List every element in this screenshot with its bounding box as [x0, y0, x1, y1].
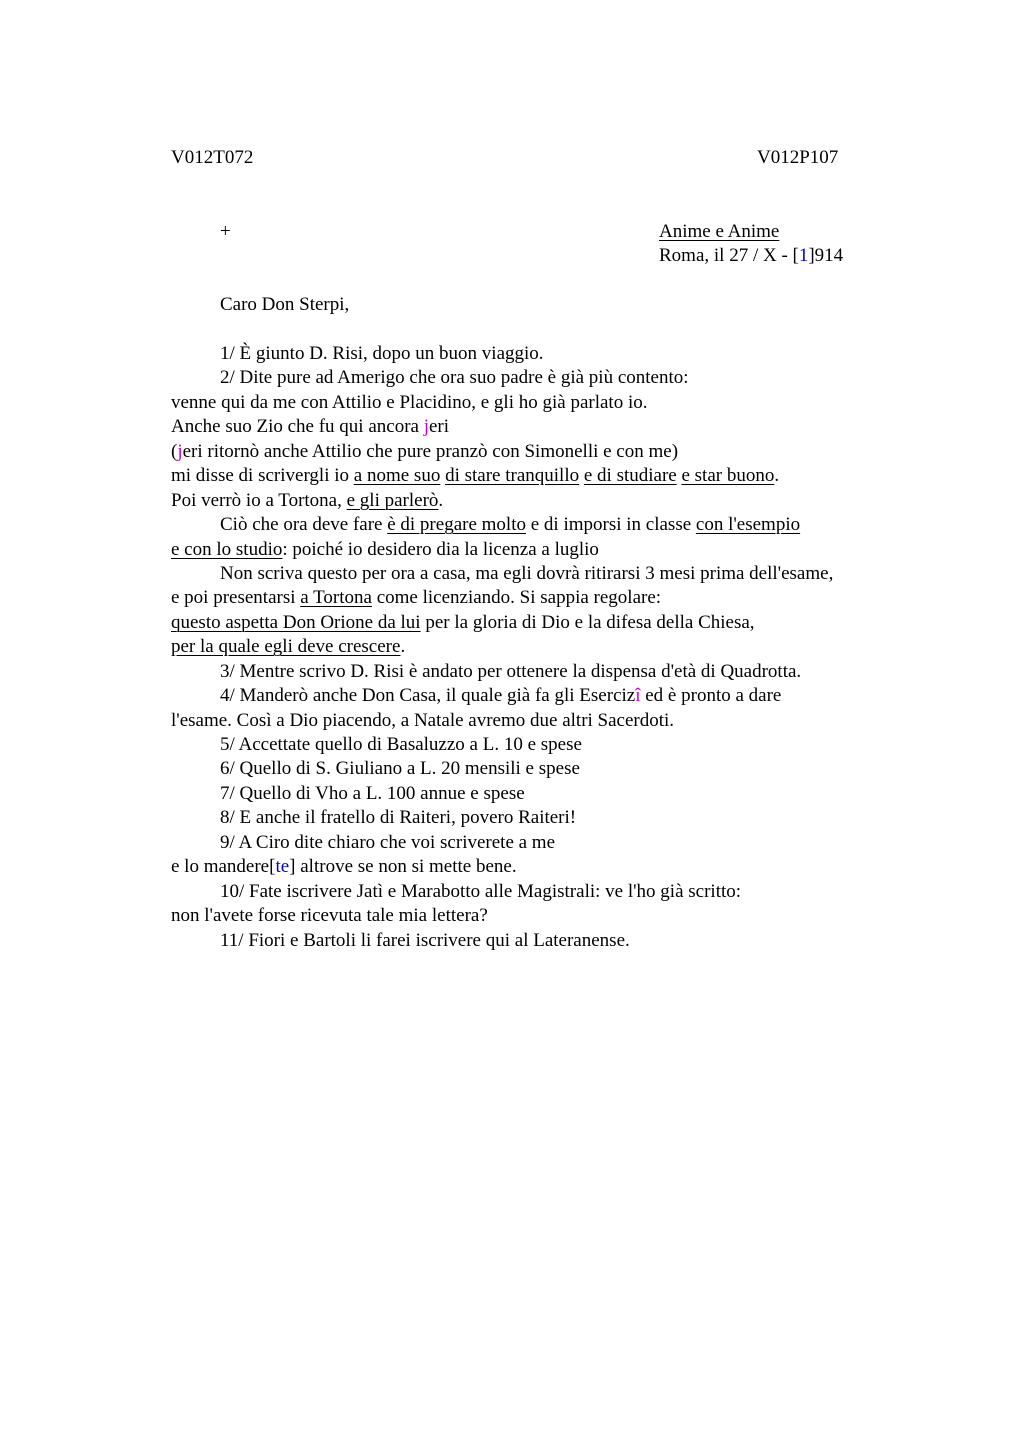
underlined-text: questo aspetta Don Orione da lui: [171, 611, 421, 633]
line-text: 9/ A Ciro dite chiaro che voi scriverete a me: [220, 831, 556, 853]
line-text: non l'avete forse ricevuta tale mia lettera?: [171, 905, 488, 927]
line-text: Anche suo Zio che fu qui ancora: [171, 416, 424, 438]
body-line: [171, 782, 931, 806]
line-text: ] altrove se non si mette bene.: [289, 856, 517, 878]
body-line: [171, 586, 931, 610]
line-text: come licenziando. Si sappia regolare:: [371, 587, 662, 609]
line-text: Poi verrò io a Tortona,: [171, 489, 347, 511]
line-text: 10/ Fate iscrivere Jatì e Marabotto alle Magistrali: ve l'ho già scritto:: [220, 880, 742, 902]
body-line: [171, 660, 931, 684]
body-line: [171, 855, 931, 879]
line-text: .: [400, 636, 406, 658]
line-text: 8/ E anche il fratello di Raiteri, povero Raiteri!: [220, 807, 577, 829]
underlined-text: e star buono: [681, 465, 775, 487]
editorial-mark: te: [275, 856, 290, 878]
line-text: 3/ Mentre scrivo D. Risi è andato per ottenere la dispensa d'età di Quadrotta.: [220, 660, 802, 682]
body-line: [171, 538, 931, 562]
line-text: e di imporsi in classe: [525, 514, 696, 536]
line-text: 2/ Dite pure ad Amerigo che ora suo padre è già più contento:: [220, 367, 689, 389]
body-line: [171, 464, 931, 488]
line-text: l'esame. Così a Dio piacendo, a Natale avremo due altri Sacerdoti.: [171, 709, 675, 731]
editorial-mark: j: [177, 440, 183, 462]
letter-date: [659, 244, 843, 268]
line-text: (: [171, 440, 178, 462]
line-text: mi disse di scrivergli io: [171, 465, 354, 487]
underlined-text: a nome suo: [353, 465, 441, 487]
line-text: .: [438, 489, 444, 511]
line-text: .: [774, 465, 780, 487]
body-line: [171, 489, 931, 513]
line-text: ed è pronto a dare: [640, 685, 782, 707]
letterhead-motto: Anime e Anime: [659, 221, 780, 242]
line-text: venne qui da me con Attilio e Placidino, e gli ho già parlato io.: [171, 391, 648, 413]
salutation: Caro Don Sterpi,: [220, 294, 350, 315]
underlined-text: per la quale egli deve crescere: [171, 636, 401, 658]
editorial-mark: j: [423, 416, 429, 438]
body-line: [171, 342, 931, 366]
underlined-text: e con lo studio: [171, 538, 283, 560]
line-text: 5/ Accettate quello di Basaluzzo a L. 10 e spese: [220, 734, 582, 755]
body-line: [171, 880, 931, 904]
editorial-mark: î: [635, 685, 641, 707]
date-suffix: ]914: [808, 245, 844, 266]
body-line: [171, 733, 931, 757]
line-text: per la gloria di Dio e la difesa della Chiesa,: [420, 611, 755, 633]
body-line: [171, 831, 931, 855]
body-line: [171, 904, 931, 928]
body-line: [171, 391, 931, 415]
line-text: eri: [429, 416, 450, 438]
document-code-left: V012T072: [171, 147, 254, 168]
body-line: [171, 415, 931, 439]
line-text: e lo mandere[: [171, 856, 276, 878]
cross-symbol: +: [220, 221, 231, 242]
line-text: 7/ Quello di Vho a L. 100 annue e spese: [220, 782, 525, 804]
underlined-text: di stare tranquillo: [445, 465, 580, 487]
line-text: 1/ È giunto D. Risi, dopo un buon viaggio.: [220, 343, 544, 364]
body-line: [171, 709, 931, 733]
line-text: 11/ Fiori e Bartoli li farei iscrivere qui al Lateranense.: [220, 929, 630, 951]
body-line: [171, 611, 931, 635]
body-line: [171, 929, 931, 953]
underlined-text: con l'esempio: [695, 514, 801, 536]
line-text: Ciò che ora deve fare: [220, 514, 388, 536]
underlined-text: è di pregare molto: [387, 514, 526, 536]
line-text: : poiché io desidero dia la licenza a luglio: [282, 538, 599, 560]
date-prefix: Roma, il 27 / X - [: [659, 245, 799, 266]
document-code-right: V012P107: [757, 147, 839, 168]
underlined-text: a Tortona: [300, 587, 372, 609]
underlined-text: e gli parlerò: [346, 489, 439, 511]
line-text: eri ritornò anche Attilio che pure pranzò con Simonelli e con me): [182, 440, 679, 462]
body-line: [171, 440, 931, 464]
line-text: Non scriva questo per ora a casa, ma egli dovrà ritirarsi 3 mesi prima dell'esame,: [220, 562, 834, 584]
body-line: [171, 562, 931, 586]
body-line: [171, 635, 931, 659]
date-editorial-insert: 1: [798, 245, 809, 266]
underlined-text: e di studiare: [583, 465, 677, 487]
body-line: [171, 757, 931, 781]
body-line: [171, 806, 931, 830]
line-text: 6/ Quello di S. Giuliano a L. 20 mensili e spese: [220, 758, 580, 780]
line-text: 4/ Manderò anche Don Casa, il quale già fa gli Eserciz: [220, 685, 636, 707]
letter-body: [171, 342, 931, 953]
body-line: [171, 366, 931, 390]
body-line: [171, 684, 931, 708]
body-line: [171, 513, 931, 537]
line-text: e poi presentarsi: [171, 587, 301, 609]
